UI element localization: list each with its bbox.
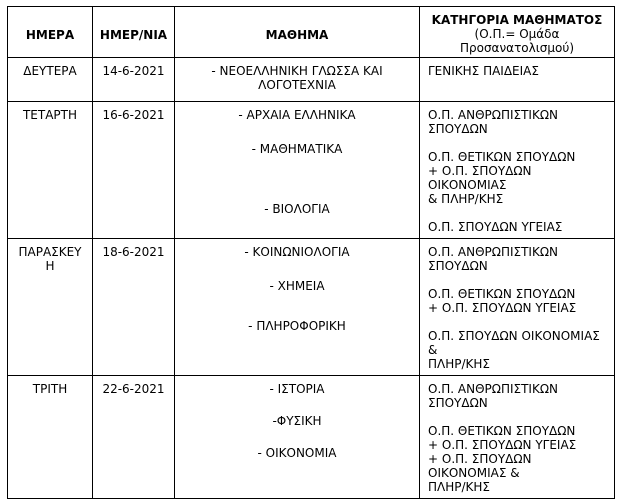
- category-label: Ο.Π. ΑΝΘΡΩΠΙΣΤΙΚΩΝ ΣΠΟΥΔΩΝ: [428, 382, 558, 410]
- day-cell: [8, 376, 93, 499]
- subject-label: - ΒΙΟΛΟΓΙΑ: [264, 202, 330, 216]
- header-subject: ΜΑΘΗΜΑ: [175, 7, 420, 58]
- subject-label: - ΑΡΧΑΙΑ ΕΛΛΗΝΙΚΑ: [238, 108, 356, 122]
- subject-label: - ΟΙΚΟΝΟΜΙΑ: [257, 446, 337, 460]
- category-cell: [420, 239, 615, 376]
- subject-label: - ΚΟΙΝΩΝΙΟΛΟΓΙΑ: [244, 245, 350, 259]
- category-cell: [420, 58, 615, 102]
- date-cell: [93, 376, 175, 499]
- table-row: [8, 376, 615, 499]
- header-category-title: ΚΑΤΗΓΟΡΙΑ ΜΑΘΗΜΑΤΟΣ: [431, 13, 603, 27]
- category-label: Ο.Π. ΣΠΟΥΔΩΝ ΥΓΕΙΑΣ: [428, 220, 563, 234]
- subject-cell: [175, 376, 420, 499]
- header-date: ΗΜΕΡ/ΝΙΑ: [93, 7, 175, 58]
- date-cell: [93, 58, 175, 102]
- subject-label: - ΧΗΜΕΙΑ: [269, 279, 325, 293]
- category-label: ΓΕΝΙΚΗΣ ΠΑΙΔΕΙΑΣ: [428, 64, 539, 78]
- date-label: 18-6-2021: [102, 245, 165, 259]
- table-row: [8, 239, 615, 376]
- subject-label: - ΙΣΤΟΡΙΑ: [269, 382, 325, 396]
- day-label: ΤΡΙΤΗ: [32, 382, 68, 396]
- subject-cell: [175, 58, 420, 102]
- category-label: Ο.Π. ΘΕΤΙΚΩΝ ΣΠΟΥΔΩΝ + Ο.Π. ΣΠΟΥΔΩΝ ΥΓΕΙΑΣ + Ο.Π. ΣΠΟΥΔΩΝ ΟΙΚΟΝΟΜΙΑΣ & ΠΛΗΡ/ΚΗΣ: [428, 424, 577, 494]
- table-row: [8, 58, 615, 102]
- header-category-note-2: Προσανατολισμού): [459, 41, 575, 55]
- category-label: Ο.Π. ΑΝΘΡΩΠΙΣΤΙΚΩΝ ΣΠΟΥΔΩΝ: [428, 108, 558, 136]
- subject-cell: [175, 239, 420, 376]
- date-label: 16-6-2021: [102, 108, 165, 122]
- category-cell: [420, 376, 615, 499]
- subject-label: - ΜΑΘΗΜΑΤΙΚΑ: [251, 142, 343, 156]
- date-cell: [93, 239, 175, 376]
- day-cell: [8, 102, 93, 239]
- subject-label: -ΦΥΣΙΚΗ: [272, 414, 322, 428]
- exam-schedule-table: [7, 6, 615, 499]
- day-cell: [8, 239, 93, 376]
- day-label: ΔΕΥΤΕΡΑ: [23, 64, 77, 78]
- header-day: ΗΜΕΡΑ: [8, 7, 93, 58]
- header-row: [8, 7, 615, 58]
- category-label: Ο.Π. ΘΕΤΙΚΩΝ ΣΠΟΥΔΩΝ + Ο.Π. ΣΠΟΥΔΩΝ ΟΙΚΟΝΟΜΙΑΣ & ΠΛΗΡ/ΚΗΣ: [428, 150, 576, 206]
- category-label: Ο.Π. ΘΕΤΙΚΩΝ ΣΠΟΥΔΩΝ + Ο.Π. ΣΠΟΥΔΩΝ ΥΓΕΙΑΣ: [428, 287, 577, 315]
- header-category: [420, 7, 615, 58]
- category-cell: [420, 102, 615, 239]
- date-label: 14-6-2021: [102, 64, 165, 78]
- subject-label: - ΝΕΟΕΛΛΗΝΙΚΗ ΓΛΩΣΣΑ ΚΑΙ ΛΟΓΟΤΕΧΝΙΑ: [211, 64, 383, 92]
- header-category-note-1: (Ο.Π.= Ομάδα: [474, 27, 560, 41]
- subject-label: - ΠΛΗΡΟΦΟΡΙΚΗ: [248, 319, 346, 333]
- category-label: Ο.Π. ΑΝΘΡΩΠΙΣΤΙΚΩΝ ΣΠΟΥΔΩΝ: [428, 245, 558, 273]
- date-label: 22-6-2021: [102, 382, 165, 396]
- day-label: ΤΕΤΑΡΤΗ: [22, 108, 78, 122]
- subject-cell: [175, 102, 420, 239]
- table-row: [8, 102, 615, 239]
- category-label: Ο.Π. ΣΠΟΥΔΩΝ ΟΙΚΟΝΟΜΙΑΣ & ΠΛΗΡ/ΚΗΣ: [428, 329, 600, 371]
- day-cell: [8, 58, 93, 102]
- date-cell: [93, 102, 175, 239]
- day-label: ΠΑΡΑΣΚΕΥ Η: [18, 245, 82, 273]
